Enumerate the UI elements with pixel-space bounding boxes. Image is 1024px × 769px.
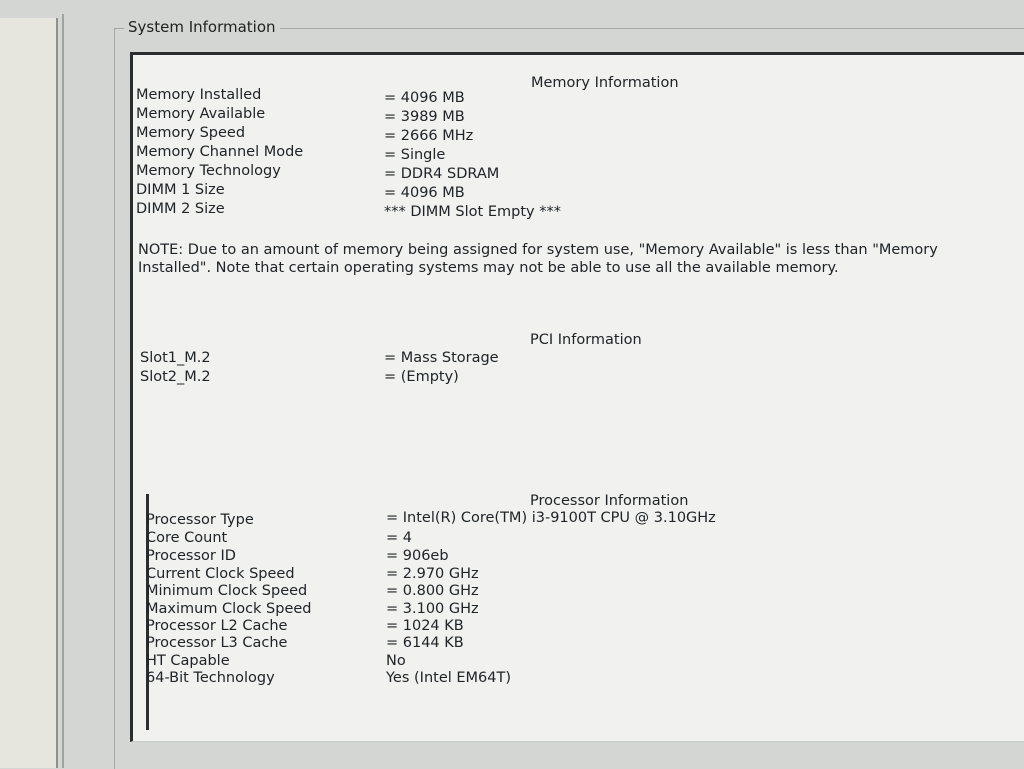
memory-channel-mode-value: = Single (384, 147, 446, 163)
processor-id-label: Processor ID (146, 548, 236, 564)
minimum-clock-speed-value: = 0.800 GHz (386, 583, 479, 599)
slot2-m2-value: = (Empty) (384, 369, 459, 385)
memory-section-title: Memory Information (531, 75, 679, 91)
pci-section-title: PCI Information (530, 332, 642, 348)
slot1-m2-label: Slot1_M.2 (140, 350, 211, 366)
processor-type-value: = Intel(R) Core(TM) i3-9100T CPU @ 3.10GHz (386, 510, 716, 526)
ht-capable-label: HT Capable (146, 653, 230, 669)
maximum-clock-speed-value: = 3.100 GHz (386, 601, 479, 617)
memory-available-label: Memory Available (136, 106, 266, 122)
memory-channel-mode-label: Memory Channel Mode (136, 144, 304, 160)
processor-id-value: = 906eb (386, 548, 449, 564)
processor-l3-cache-value: = 6144 KB (386, 635, 464, 651)
memory-speed-value: = 2666 MHz (384, 128, 474, 144)
64-bit-technology-label: 64-Bit Technology (146, 670, 275, 686)
left-navigation-pane[interactable] (0, 18, 58, 768)
ht-capable-value: No (386, 653, 406, 669)
current-clock-speed-label: Current Clock Speed (146, 566, 295, 582)
current-clock-speed-value: = 2.970 GHz (386, 566, 479, 582)
memory-speed-label: Memory Speed (136, 125, 246, 141)
fieldset-legend: System Information (124, 18, 280, 36)
slot2-m2-label: Slot2_M.2 (140, 369, 211, 385)
dimm-2-size-value: *** DIMM Slot Empty *** (384, 204, 561, 220)
memory-technology-label: Memory Technology (136, 163, 281, 179)
minimum-clock-speed-label: Minimum Clock Speed (146, 583, 308, 599)
memory-technology-value: = DDR4 SDRAM (384, 166, 500, 182)
64-bit-technology-value: Yes (Intel EM64T) (386, 670, 512, 686)
maximum-clock-speed-label: Maximum Clock Speed (146, 601, 312, 617)
processor-l2-cache-label: Processor L2 Cache (146, 618, 288, 634)
memory-available-value: = 3989 MB (384, 109, 465, 125)
processor-l2-cache-value: = 1024 KB (386, 618, 464, 634)
memory-note: NOTE: Due to an amount of memory being assigned for system use, "Memory Available" is less than "Memory Installed". Note that certain operating systems may not be able to use all the available memory. (138, 242, 938, 276)
processor-l3-cache-label: Processor L3 Cache (146, 635, 288, 651)
core-count-label: Core Count (146, 530, 228, 546)
memory-installed-value: = 4096 MB (384, 90, 465, 106)
processor-section-title: Processor Information (530, 493, 689, 509)
core-count-value: = 4 (386, 530, 412, 546)
slot1-m2-value: = Mass Storage (384, 350, 499, 366)
processor-type-label: Processor Type (146, 512, 254, 528)
pane-divider (62, 14, 64, 768)
memory-installed-label: Memory Installed (136, 87, 262, 103)
dimm-1-size-label: DIMM 1 Size (136, 182, 225, 198)
dimm-2-size-label: DIMM 2 Size (136, 201, 225, 217)
dimm-1-size-value: = 4096 MB (384, 185, 465, 201)
